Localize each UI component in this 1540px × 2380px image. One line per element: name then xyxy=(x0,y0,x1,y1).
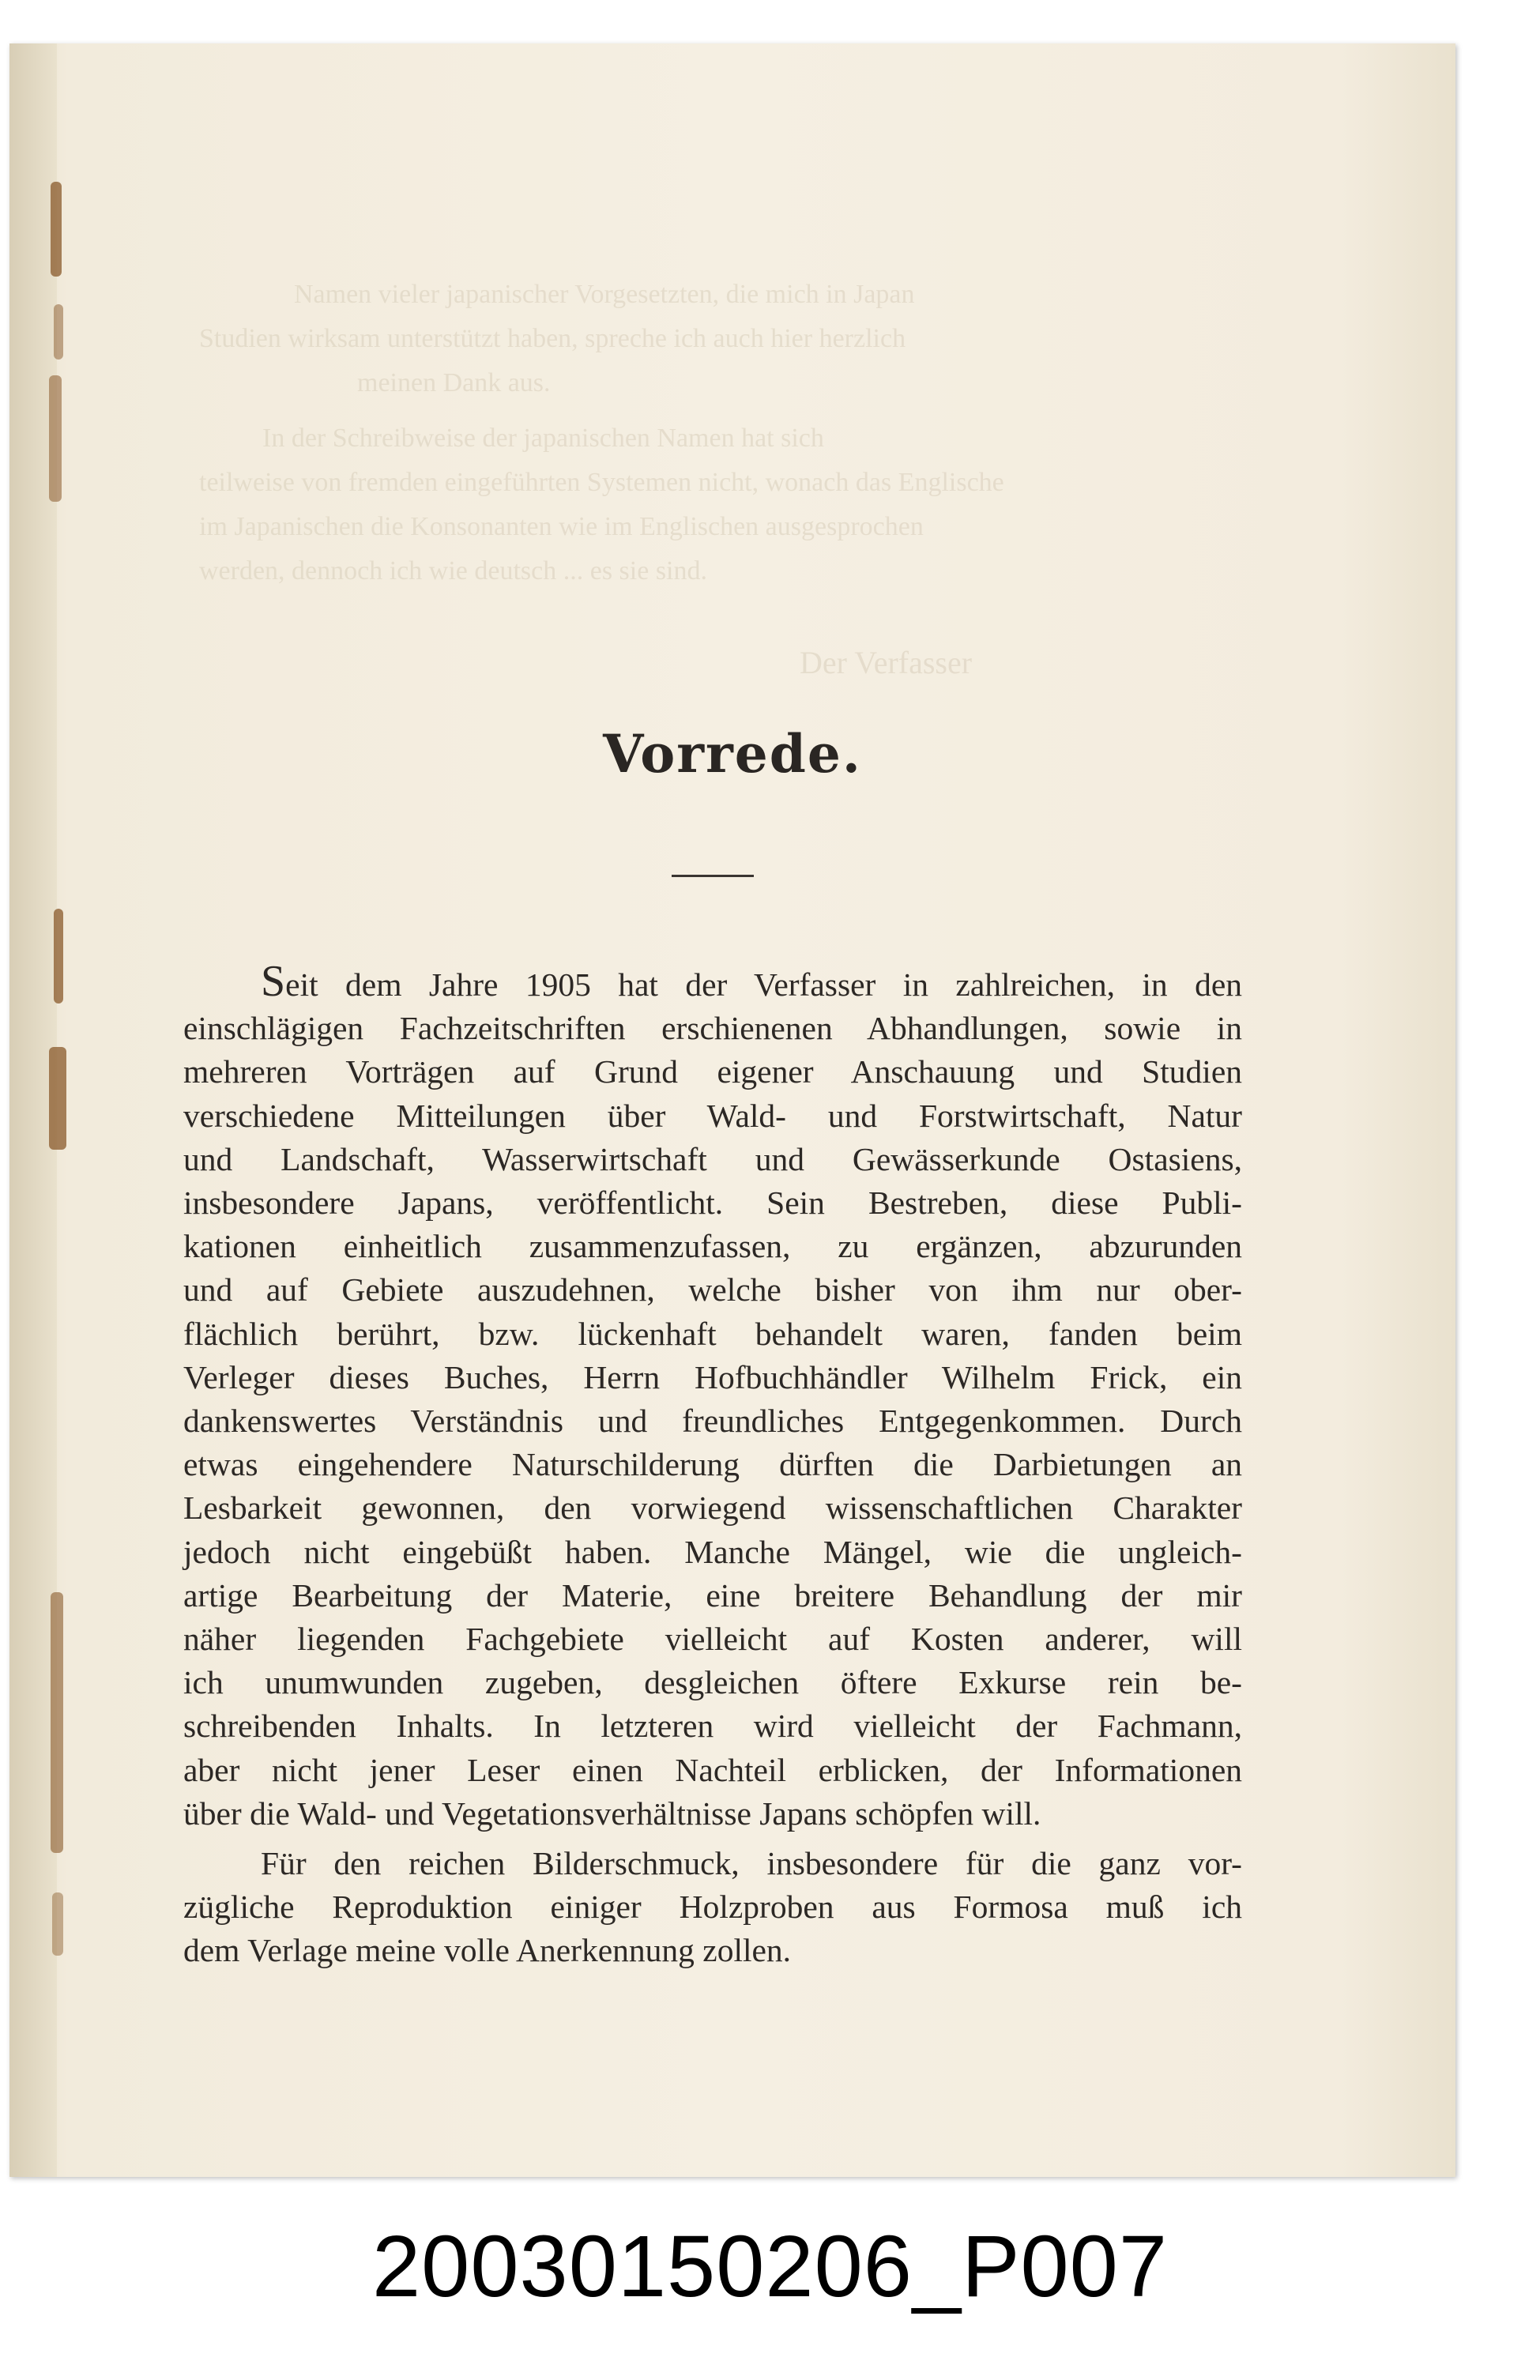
title-rule xyxy=(672,875,754,877)
page-title: Vorrede. xyxy=(603,723,862,785)
text-line: jedoch nicht eingebüßt haben. Manche Mängel, wie die ungleich- xyxy=(183,1533,1242,1570)
rust-stain xyxy=(54,304,63,360)
text-line: mehreren Vorträgen auf Grund eigener Anschauung und Studien xyxy=(183,1053,1242,1090)
archive-id-caption: 20030150206_P007 xyxy=(371,2218,1169,2315)
paragraph-2 xyxy=(183,1842,1242,1973)
text-line: verschiedene Mitteilungen über Wald- und Forstwirtschaft, Natur xyxy=(183,1097,1242,1134)
text-line: artige Bearbeitung der Materie, eine breitere Behandlung der mir xyxy=(183,1576,1242,1614)
text-line: Verleger dieses Buches, Herrn Hofbuchhändler Wilhelm Frick, ein xyxy=(183,1358,1242,1395)
paragraph-1 xyxy=(183,957,1242,1836)
paragraph-gap xyxy=(183,1836,1242,1842)
rust-stain xyxy=(54,909,63,1004)
book-page xyxy=(9,43,1455,2177)
bleed-line: meinen Dank aus. xyxy=(357,368,551,397)
text-line: und Landschaft, Wasserwirtschaft und Gewässerkunde Ostasiens, xyxy=(183,1140,1242,1177)
drop-cap: S xyxy=(261,957,286,1006)
text-line: einschlägigen Fachzeitschriften erschienenen Abhandlungen, sowie in xyxy=(183,1010,1242,1047)
bleed-line: Studien wirksam unterstützt haben, spreche ich auch hier herzlich xyxy=(199,324,906,353)
text-line: und auf Gebiete auszudehnen, welche bisher von ihm nur ober- xyxy=(183,1271,1242,1309)
text-line: dankenswertes Verständnis und freundliches Entgegenkommen. Durch xyxy=(183,1403,1242,1440)
bleed-through-text xyxy=(199,273,1305,685)
text-line: Für den reichen Bilderschmuck, insbesondere für die ganz vor- xyxy=(261,1845,1242,1882)
rust-stain xyxy=(49,1047,66,1150)
text-line: Lesbarkeit gewonnen, den vorwiegend wissenschaftlichen Charakter xyxy=(183,1489,1242,1527)
text-line-content: eit dem Jahre 1905 hat der Verfasser in zahlreichen, in den xyxy=(285,966,1242,1003)
preface-body xyxy=(183,957,1242,1973)
rust-stain xyxy=(52,1892,63,1956)
bleed-line: In der Schreibweise der japanischen Namen hat sich xyxy=(262,424,824,453)
text-line: aber nicht jener Leser einen Nachteil erblicken, der Informationen xyxy=(183,1751,1242,1788)
text-line: etwas eingehendere Naturschilderung dürften die Darbietungen an xyxy=(183,1446,1242,1483)
text-line: dem Verlage meine volle Anerkennung zollen. xyxy=(183,1932,792,1969)
rust-stain xyxy=(51,1592,63,1853)
text-line xyxy=(183,957,1242,1007)
bleed-line: Der Verfasser xyxy=(800,645,973,680)
text-line: zügliche Reproduktion einiger Holzproben aus Formosa muß ich xyxy=(183,1889,1242,1926)
bleed-line: Namen vieler japanischer Vorgesetzten, die mich in Japan xyxy=(294,280,915,309)
bleed-line: teilweise von fremden eingeführten Systemen nicht, wonach das Englische xyxy=(199,468,1004,497)
bleed-line: werden, dennoch ich wie deutsch ... es sie sind. xyxy=(199,556,707,586)
text-line: näher liegenden Fachgebiete vielleicht auf Kosten anderer, will xyxy=(183,1621,1242,1658)
text-line: schreibenden Inhalts. In letzteren wird vielleicht der Fachmann, xyxy=(183,1708,1242,1745)
text-line: über die Wald- und Vegetationsverhältnisse Japans schöpfen will. xyxy=(183,1794,1041,1832)
rust-stain xyxy=(51,182,62,277)
rust-stain xyxy=(49,375,62,502)
text-line: kationen einheitlich zusammenzufassen, zu ergänzen, abzurunden xyxy=(183,1228,1242,1265)
text-line: flächlich berührt, bzw. lückenhaft behandelt waren, fanden beim xyxy=(183,1315,1242,1352)
text-line: insbesondere Japans, veröffentlicht. Sein Bestreben, diese Publi- xyxy=(183,1184,1242,1222)
text-line: ich unumwunden zugeben, desgleichen öftere Exkurse rein be- xyxy=(183,1664,1242,1701)
bleed-line: im Japanischen die Konsonanten wie im Englischen ausgesprochen xyxy=(199,512,924,541)
